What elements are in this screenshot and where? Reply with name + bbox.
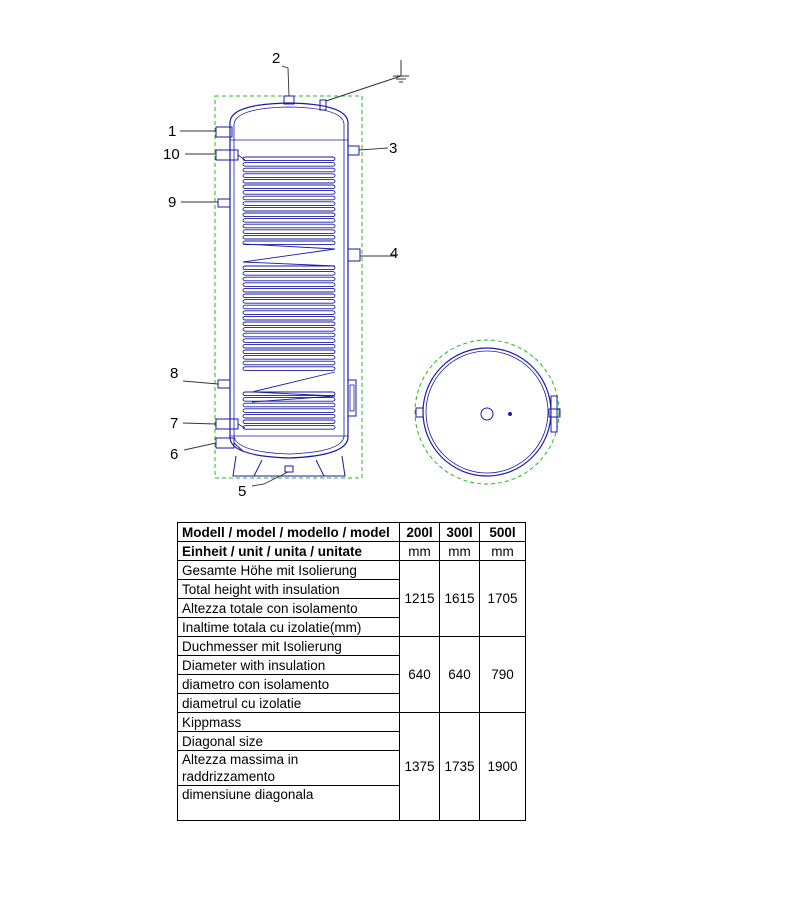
- nozzle-5-bottom: [285, 466, 293, 472]
- coil-loop: [243, 300, 335, 304]
- unit-500: mm: [480, 542, 526, 561]
- row-label: Kippmass: [178, 713, 400, 732]
- row-label-line: Altezza massima in: [182, 752, 299, 767]
- coil-loop: [243, 163, 335, 167]
- coil-loop: [243, 316, 335, 320]
- coil-loop: [243, 196, 335, 200]
- coil-loop: [243, 266, 335, 270]
- row-label: Total height with insulation: [178, 580, 400, 599]
- coil-loop: [243, 168, 335, 172]
- coil-loop: [243, 213, 335, 217]
- tank-inner-circle: [426, 351, 548, 473]
- table-header-row: [178, 523, 526, 542]
- callout-8: 8: [170, 365, 179, 382]
- header-model-label: Modell / model / modello / model: [178, 523, 400, 542]
- value-500: 790: [480, 637, 526, 713]
- insulation-outline: [215, 96, 362, 478]
- unit-200: mm: [400, 542, 440, 561]
- table-row: [178, 561, 526, 580]
- nozzle-10: [216, 150, 238, 160]
- table-units-row: [178, 542, 526, 561]
- unit-300: mm: [440, 542, 480, 561]
- tank-top-view: [415, 340, 560, 484]
- table-row: [178, 713, 526, 732]
- coil-transition: [243, 244, 335, 266]
- coil-loop: [243, 305, 335, 309]
- nozzle-3: [348, 146, 359, 155]
- coil-loop: [243, 241, 335, 245]
- header-col-300: 300l: [440, 523, 480, 542]
- value-200: 1215: [400, 561, 440, 637]
- callout-2: 2: [272, 50, 281, 67]
- nozzle-8: [218, 380, 230, 388]
- nozzle-7: [216, 419, 238, 429]
- coil-loop: [243, 235, 335, 239]
- value-500: 1705: [480, 561, 526, 637]
- callout-4: 4: [390, 245, 399, 262]
- callout-7: 7: [170, 415, 179, 432]
- units-label: Einheit / unit / unita / unitate: [178, 542, 400, 561]
- coil-loop: [243, 356, 335, 360]
- row-label: Altezza totale con isolamento: [178, 599, 400, 618]
- coil-loop: [243, 277, 335, 281]
- value-300: 1735: [440, 713, 480, 821]
- coil-loop: [243, 157, 335, 161]
- insulation-circle: [415, 340, 559, 484]
- flange-side-inner: [350, 385, 354, 411]
- coil-loop: [243, 179, 335, 183]
- top-view-flange-right: [551, 396, 557, 432]
- top-view-nozzle-left: [416, 408, 423, 417]
- row-label: Diameter with insulation: [178, 656, 400, 675]
- coil-loop: [243, 350, 335, 354]
- nozzle-4: [348, 249, 360, 261]
- callout-leaders: [180, 66, 399, 486]
- row-label-line: raddrizzamento: [182, 769, 276, 784]
- coil-loop: [243, 403, 335, 407]
- top-port-circle: [481, 408, 493, 420]
- coil-loop: [243, 294, 335, 298]
- coil-loop: [243, 367, 335, 371]
- value-300: 1615: [440, 561, 480, 637]
- coil-loop: [243, 219, 335, 223]
- callout-3: 3: [389, 140, 398, 157]
- value-500: 1900: [480, 713, 526, 821]
- row-label: Diagonal size: [178, 732, 400, 751]
- callout-9: 9: [168, 194, 177, 211]
- ground-icon: [326, 60, 409, 101]
- coil-loop: [243, 322, 335, 326]
- coil-loop: [243, 191, 335, 195]
- value-300: 640: [440, 637, 480, 713]
- coil-loop: [243, 174, 335, 178]
- row-label: diametrul cu izolatie: [178, 694, 400, 713]
- value-200: 640: [400, 637, 440, 713]
- coil-loop: [243, 230, 335, 234]
- coil-loop: [243, 311, 335, 315]
- callout-10: 10: [163, 146, 180, 163]
- tank-side-view: [215, 96, 362, 478]
- heat-exchanger-coils: [234, 155, 335, 452]
- row-label: dimensiune diagonala: [178, 786, 400, 821]
- coil-loop: [243, 409, 335, 413]
- coil-loop: [243, 426, 335, 430]
- header-col-200: 200l: [400, 523, 440, 542]
- coil-loop: [243, 414, 335, 418]
- coil-loop: [243, 328, 335, 332]
- coil-loop: [243, 283, 335, 287]
- coil-loop: [243, 185, 335, 189]
- coil-loop: [243, 272, 335, 276]
- header-col-500: 500l: [480, 523, 526, 542]
- coil-loop: [243, 361, 335, 365]
- row-label: diametro con isolamento: [178, 675, 400, 694]
- row-label: Duchmesser mit Isolierung: [178, 637, 400, 656]
- nozzle-9: [218, 199, 230, 207]
- row-label: [178, 751, 400, 786]
- callout-5: 5: [238, 483, 247, 500]
- coil-loop: [243, 207, 335, 211]
- anode-dot: [508, 412, 512, 416]
- coil-loop: [243, 344, 335, 348]
- callout-6: 6: [170, 446, 179, 463]
- tank-shell-circle: [423, 348, 551, 476]
- value-200: 1375: [400, 713, 440, 821]
- row-label: Gesamte Höhe mit Isolierung: [178, 561, 400, 580]
- row-label: Inaltime totala cu izolatie(mm): [178, 618, 400, 637]
- specifications-table: [177, 522, 526, 821]
- coil-loop: [243, 288, 335, 292]
- table-row: [178, 637, 526, 656]
- callout-1: 1: [168, 123, 177, 140]
- coil-loop: [243, 224, 335, 228]
- coil-loop: [243, 339, 335, 343]
- coil-loop: [243, 202, 335, 206]
- coil-loop: [243, 420, 335, 424]
- coil-loop: [243, 333, 335, 337]
